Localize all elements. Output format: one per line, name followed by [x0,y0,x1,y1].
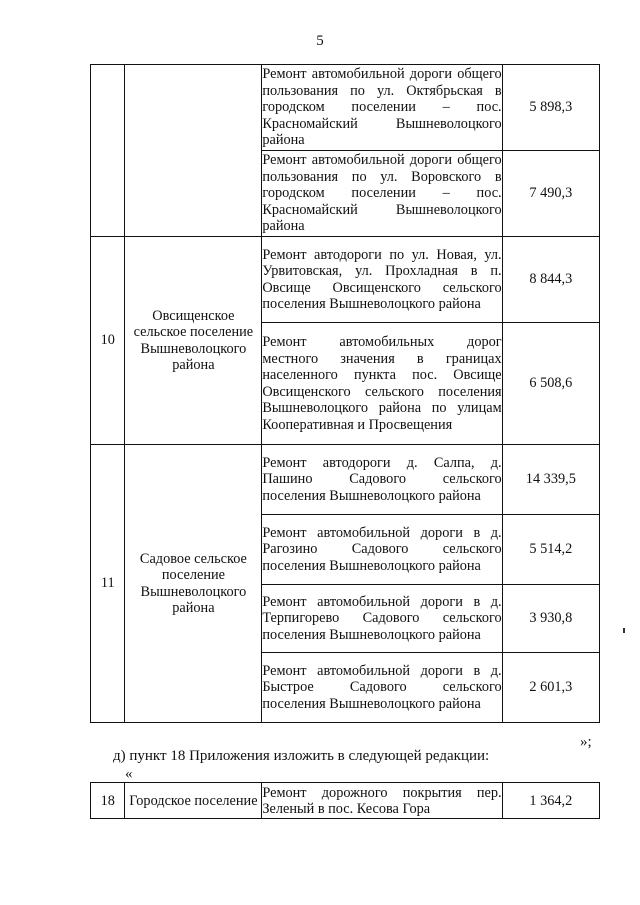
work-description-cell [262,445,502,515]
work-description-cell [262,783,502,819]
work-description: Ремонт автомобильной дороги общего пользования по ул. Октябрьская в городском поселении – пос. Красномайский Вышневолоцкого района [262,66,502,149]
work-description-cell [262,323,502,445]
work-description: Ремонт автодороги д. Салпа, д. Пашино Садового сельского поселения Вышневолоцкого района [262,454,502,504]
work-description: Ремонт автомобильной дороги в д. Быстрое Садового сельского поселения Вышневолоцкого района [262,662,502,712]
settlement-name-cell: Городское поселение [125,783,262,819]
row-number-cell: 11 [91,445,125,723]
amount-cell: 8 844,3 [502,237,599,323]
work-description: Ремонт автомобильных дорог местного значения в границах населенного пункта пос. Овсище Овсищенского сельского поселения Вышневолоцкого района по улицам Кооперативная и Просвещения [262,334,502,433]
work-description-cell [262,585,502,653]
settlement-name-cell [125,65,262,237]
amount-cell: 14 339,5 [502,445,599,515]
work-description-cell [262,151,502,237]
table-row [91,783,600,819]
allocation-table [90,64,600,723]
scan-mark [623,628,625,633]
settlement-name-cell: Садовое сельское поселение Вышневолоцкого района [125,445,262,723]
row-number-cell: 10 [91,237,125,445]
amount-cell: 2 601,3 [502,653,599,723]
table-row [91,445,600,515]
work-description: Ремонт автомобильной дороги общего пользования по ул. Воровского в городском поселении – пос. Красномайский Вышневолоцкого района [262,152,502,235]
work-description-cell [262,237,502,323]
work-description: Ремонт автомобильной дороги в д. Терпигорево Садового сельского поселения Вышневолоцкого района [262,593,502,643]
amount-cell: 7 490,3 [502,151,599,237]
opening-quote-mark: « [125,766,133,782]
amount-cell: 5 898,3 [502,65,599,151]
work-description-cell [262,515,502,585]
amount-cell: 1 364,2 [502,783,599,819]
row-number-cell: 18 [91,783,125,819]
amount-cell: 6 508,6 [502,323,599,445]
page-number: 5 [316,33,324,49]
closing-quote-mark: »; [580,734,592,750]
table-row [91,65,600,151]
work-description-cell [262,653,502,723]
replacement-table [90,782,600,819]
work-description: Ремонт автодороги по ул. Новая, ул. Урвитовская, ул. Прохладная в п. Овсище Овсищенского сельского поселения Вышневолоцкого района [262,246,502,312]
table-row [91,237,600,323]
row-number-cell [91,65,125,237]
amount-cell: 3 930,8 [502,585,599,653]
amount-cell: 5 514,2 [502,515,599,585]
work-description: Ремонт дорожного покрытия пер. Зеленый в пос. Кесова Гора [262,784,502,817]
amendment-instruction: д) пункт 18 Приложения изложить в следующей редакции: [113,748,490,764]
work-description-cell [262,65,502,151]
settlement-name-cell: Овсищенское сельское поселение Вышневолоцкого района [125,237,262,445]
work-description: Ремонт автомобильной дороги в д. Рагозино Садового сельского поселения Вышневолоцкого района [262,524,502,574]
